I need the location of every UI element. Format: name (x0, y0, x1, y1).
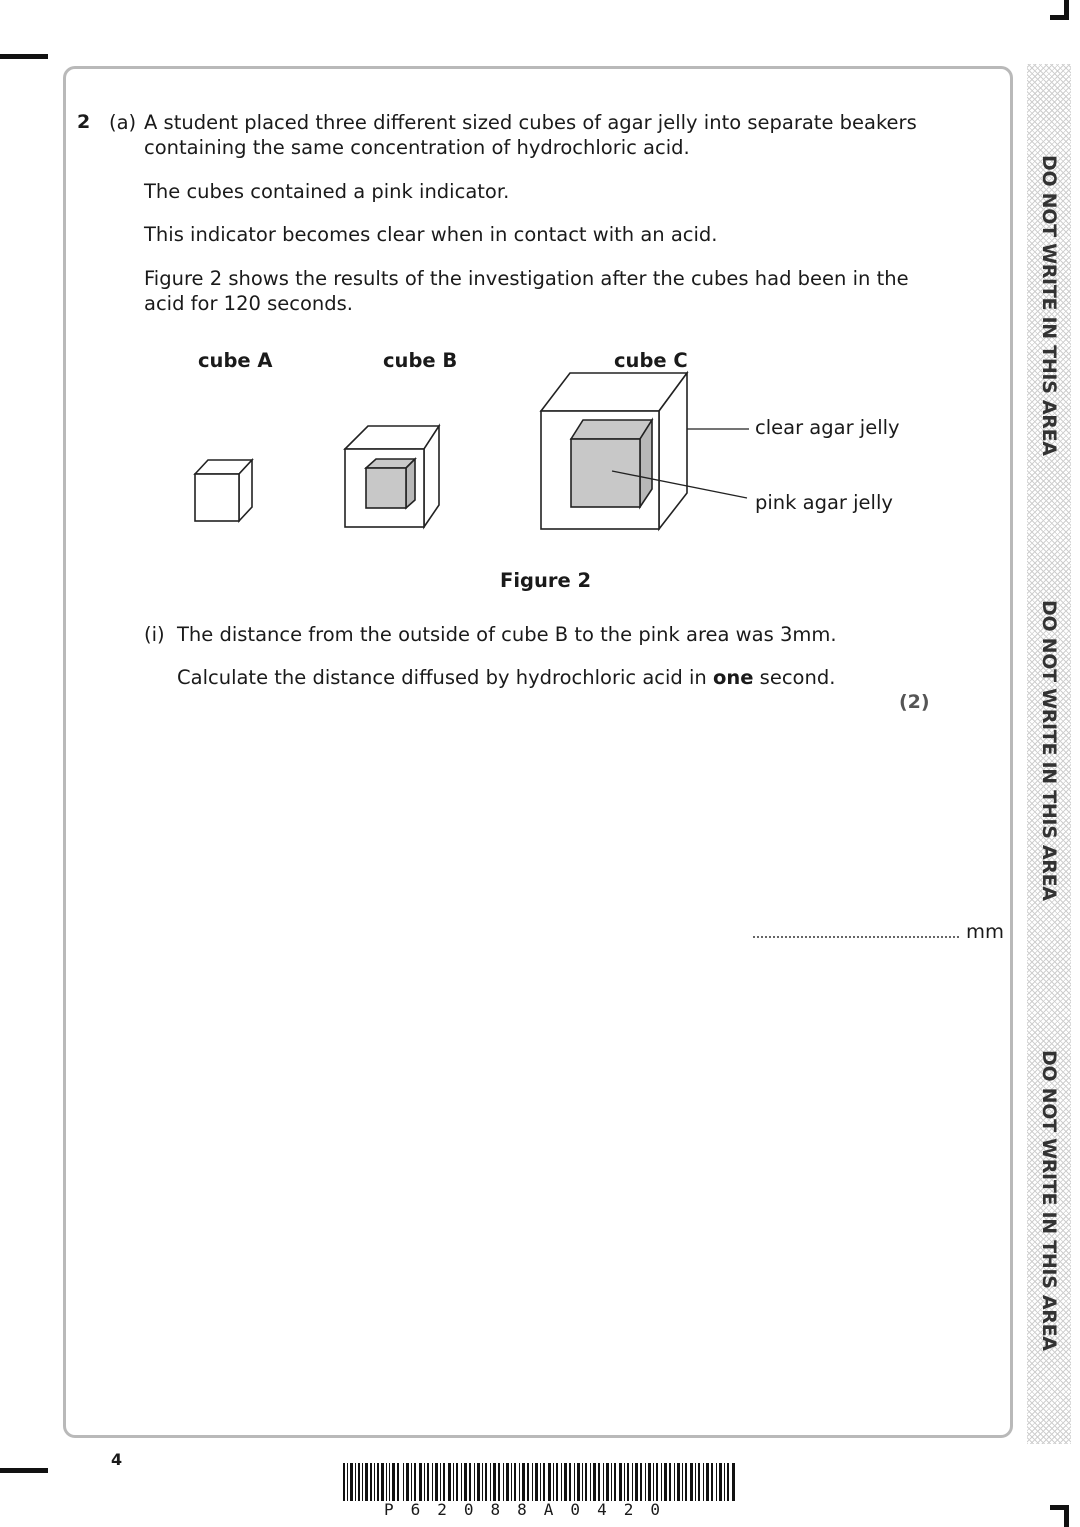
intro-line-1: A student placed three different sized cubes of agar jelly into separate beakers (144, 111, 917, 134)
corner-mark-bottom-right-h (1050, 1505, 1069, 1510)
subquestion-instruction (177, 665, 835, 690)
cube-a-label: cube A (198, 349, 273, 372)
figure-caption: Figure 2 (500, 569, 592, 592)
subquestion-text: The distance from the outside of cube B to the pink area was 3mm. (177, 623, 837, 646)
cube-c (541, 373, 687, 529)
paragraph-figure-line-1: Figure 2 shows the results of the investigation after the cubes had been in the (144, 267, 909, 290)
instruction-text: Calculate the distance diffused by hydrochloric acid in (177, 666, 713, 689)
clear-agar-label: clear agar jelly (755, 416, 900, 439)
barcode (343, 1463, 736, 1501)
answer-unit: mm (966, 920, 1004, 943)
registration-mark-bottom (0, 1468, 48, 1473)
subquestion-number: (i) (144, 623, 165, 646)
figure-2-diagram (0, 0, 1080, 560)
margin-warning-bottom: DO NOT WRITE IN THIS AREA (1038, 1050, 1060, 1351)
cube-b-pink-core (366, 459, 415, 508)
page-number: 4 (111, 1450, 123, 1469)
question-part: (a) (109, 111, 137, 134)
margin-warning-middle: DO NOT WRITE IN THIS AREA (1038, 600, 1060, 901)
paragraph-indicator-clear: This indicator becomes clear when in contact with an acid. (144, 223, 718, 246)
intro-line-2: containing the same concentration of hydrochloric acid. (144, 136, 690, 159)
instruction-end: second. (753, 666, 836, 689)
cube-c-pink-core (571, 420, 652, 507)
margin-warning-top: DO NOT WRITE IN THIS AREA (1038, 155, 1060, 456)
marks-allocation: (2) (899, 691, 930, 713)
cube-b (345, 426, 439, 527)
pink-agar-label: pink agar jelly (755, 491, 893, 514)
instruction-emphasis: one (712, 666, 754, 689)
question-number: 2 (77, 111, 91, 133)
cube-c-label: cube C (614, 349, 688, 372)
cube-a (195, 460, 252, 521)
answer-line[interactable] (753, 936, 959, 938)
paragraph-figure-line-2: acid for 120 seconds. (144, 292, 353, 315)
cube-b-label: cube B (383, 349, 458, 372)
paragraph-indicator: The cubes contained a pink indicator. (144, 180, 510, 203)
barcode-text: P62088A0420 (384, 1500, 677, 1519)
